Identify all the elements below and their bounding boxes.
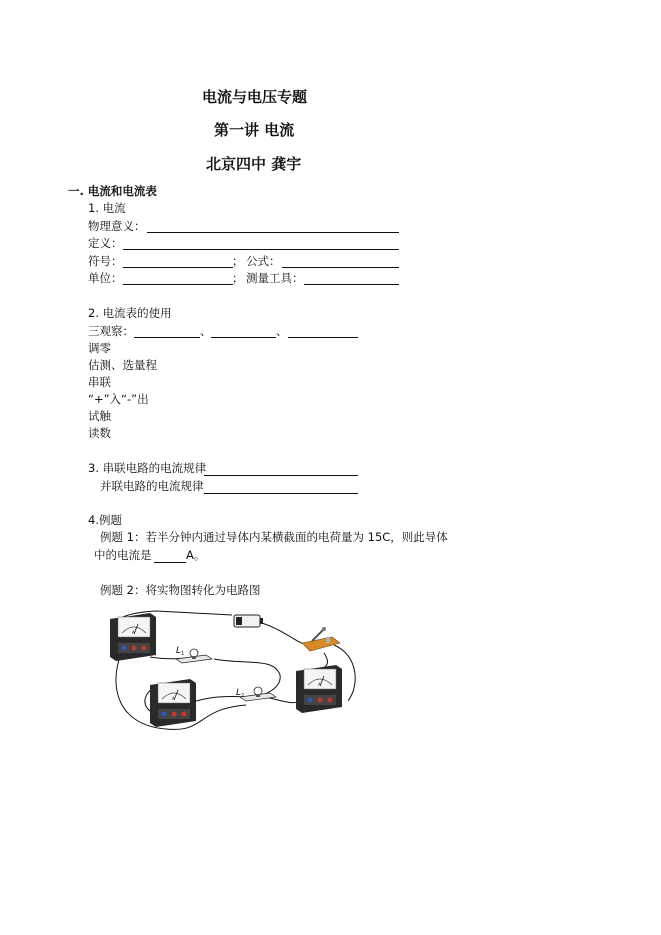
item4-heading: 4.例题 [88,513,122,527]
terminal-icon [328,698,333,703]
lamp-l1 [176,646,212,663]
battery-terminal [260,618,263,624]
ammeter [296,665,342,713]
section-heading: 一. 电流和电流表 [68,184,157,198]
example2-text: 例题 2：将实物图转化为电路图 [100,583,261,597]
battery [234,615,263,627]
step-item: 试触 [88,409,111,423]
step-item: 读数 [88,426,111,440]
definition-blank[interactable] [123,249,399,250]
unit-label: 单位： [88,271,123,285]
physical-meaning-blank[interactable] [147,232,399,233]
definition-label: 定义： [88,236,123,250]
series-law-blank[interactable] [204,475,358,476]
terminal-icon [122,646,127,651]
switch-base [302,637,340,651]
ammeter [110,613,156,661]
terminal-icon [132,646,137,651]
symbol-blank[interactable] [123,267,233,268]
author-line: 北京四中 龚宇 [206,155,302,173]
bulb-socket [192,656,196,659]
unit-blank[interactable] [123,284,233,285]
ammeter [150,679,196,727]
lecture-subtitle: 第一讲 电流 [214,121,295,139]
formula-label: 公式： [246,254,281,268]
unit-separator: ； [232,271,244,285]
terminal-icon [308,698,313,703]
battery-cap [236,617,242,625]
knife-switch [302,627,340,651]
lamp1-label: L [176,646,182,656]
parallel-law-blank[interactable] [204,493,358,494]
terminal-icon [182,712,187,717]
example1-unit: A。 [186,548,206,562]
lamp1-subscript: 1 [181,651,185,657]
observe-blank-3[interactable] [288,337,358,338]
circuit-figure [96,605,364,735]
observe-blank-1[interactable] [134,337,200,338]
series-law-label: 3. 串联电路的电流规律 [88,461,207,475]
meter-unit-label: A [132,630,135,635]
bulb-icon [254,687,262,695]
example1-line2: 中的电流是 [94,548,152,562]
lamp-l2 [236,687,276,701]
symbol-label: 符号： [88,254,123,268]
switch-clip [326,637,330,643]
observe-sep-2: 、 [276,324,288,338]
bulb-socket [256,694,260,697]
terminal-icon [162,712,167,717]
parallel-law-label: 并联电路的电流规律 [100,479,204,493]
formula-blank[interactable] [282,267,399,268]
observe-label: 三观察： [88,324,134,338]
current-answer-blank[interactable] [154,562,186,563]
step-item: 调零 [88,341,111,355]
symbol-separator: ； [232,254,244,268]
terminal-icon [172,712,177,717]
tool-label: 测量工具： [246,271,304,285]
wire [214,659,280,697]
lamp2-subscript: 2 [241,693,245,699]
step-item: 估测、选量程 [88,358,157,372]
physical-meaning-label: 物理意义： [88,219,146,233]
bulb-icon [190,649,198,657]
switch-handle-icon [322,627,326,631]
observe-blank-2[interactable] [211,337,276,338]
meter-unit-label: A [172,696,175,701]
step-item: 串联 [88,375,111,389]
terminal-icon [142,646,147,651]
observe-sep-1: 、 [200,324,212,338]
lamp2-label: L [236,688,242,698]
meter-unit-label: A [318,682,321,687]
page-title: 电流与电压专题 [202,88,308,106]
tool-blank[interactable] [304,284,399,285]
terminal-icon [318,698,323,703]
step-item: “+”入“-”出 [88,392,149,406]
item2-heading: 2. 电流表的使用 [88,306,172,320]
example1-line1: 例题 1：若半分钟内通过导体内某横截面的电荷量为 15C，则此导体 [100,530,448,544]
item1-heading: 1. 电流 [88,201,126,215]
wire [262,623,308,645]
